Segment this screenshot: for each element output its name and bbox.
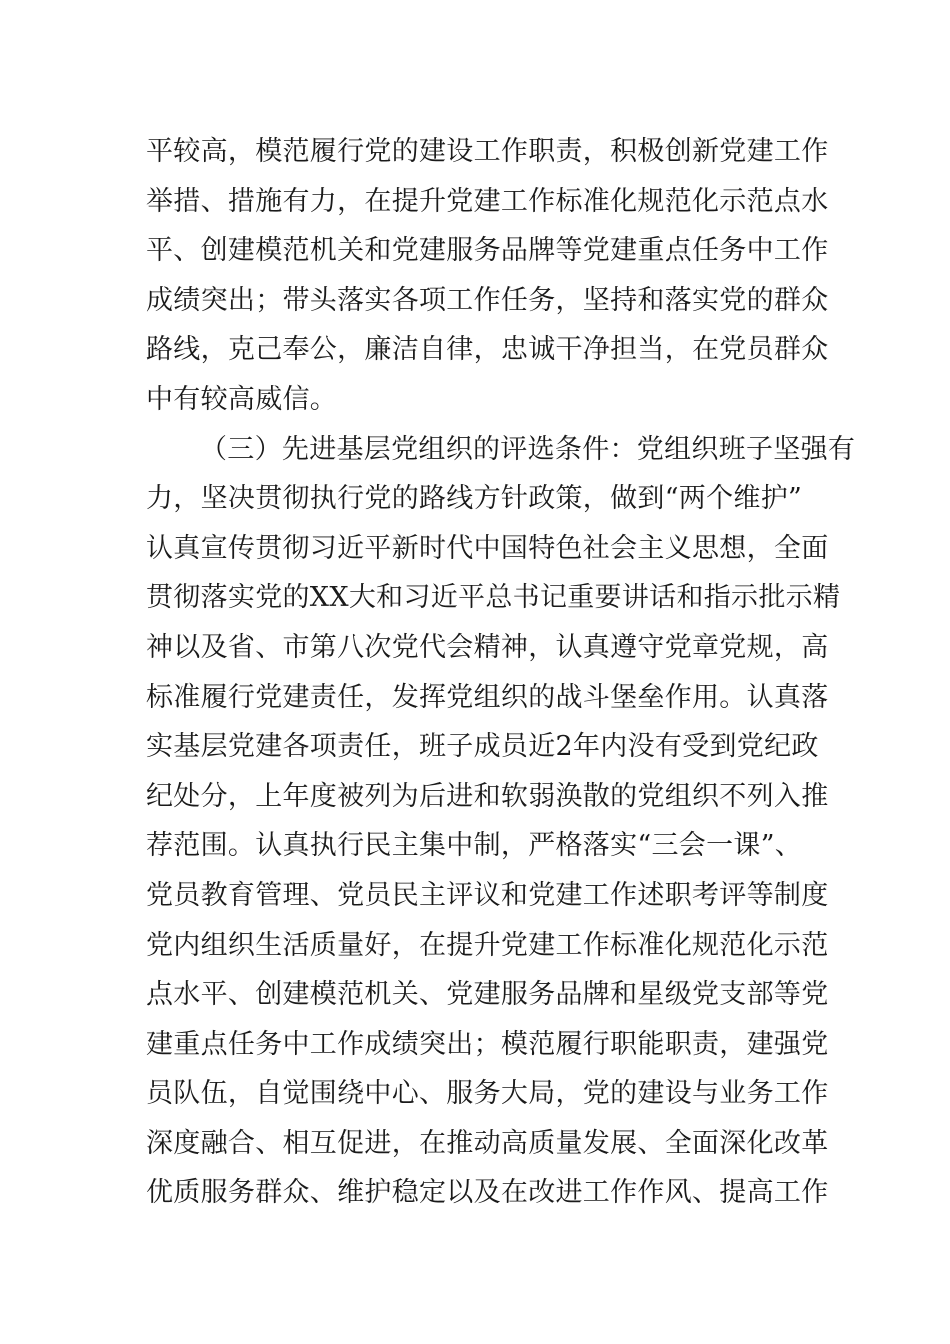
text-line: 优质服务群众、维护稳定以及在改进工作作风、提高工作 [146,1177,829,1209]
text-line: 深度融合、相互促进，在推动高质量发展、全面深化改革 [146,1127,829,1159]
text-line: 路线，克己奉公，廉洁自律，忠诚干净担当，在党员群众 [146,334,829,366]
text-line: 中有较高威信。 [146,383,338,415]
text-line: 荐范围。认真执行民主集中制，严格落实“三会一课”、 [146,830,803,862]
text-line: 力，坚决贯彻执行党的路线方针政策，做到“两个维护” [146,483,803,515]
text-line: 员队伍，自觉围绕中心、服务大局，党的建设与业务工作 [146,1078,829,1110]
text-line: 神以及省、市第八次党代会精神，认真遵守党章党规，高 [146,631,829,663]
text-line: 平较高，模范履行党的建设工作职责，积极创新党建工作 [146,136,829,167]
text-line: 认真宣传贯彻习近平新时代中国特色社会主义思想，全面 [146,532,829,564]
text-line: 平、创建模范机关和党建服务品牌等党建重点任务中工作 [146,235,829,267]
text-line: 举措、措施有力，在提升党建工作标准化规范化示范点水 [146,185,829,217]
text-line: 贯彻落实党的XX大和习近平总书记重要讲话和指示批示精 [146,582,841,614]
paragraph-first-line: （三）先进基层党组织的评选条件：党组织班子坚强有 [200,433,856,465]
text-line: 标准履行党建责任，发挥党组织的战斗堡垒作用。认真落 [146,681,829,713]
text-line: 成绩突出；带头落实各项工作任务，坚持和落实党的群众 [146,284,829,316]
text-line: 建重点任务中工作成绩突出；模范履行职能职责，建强党 [146,1028,829,1060]
body-text [146,127,856,1218]
text-line: 实基层党建各项责任，班子成员近2年内没有受到党纪政 [146,731,819,763]
text-line: 纪处分，上年度被列为后进和软弱涣散的党组织不列入推 [146,780,829,812]
text-line: 点水平、创建模范机关、党建服务品牌和星级党支部等党 [146,979,829,1011]
text-line: 党内组织生活质量好，在提升党建工作标准化规范化示范 [146,929,829,961]
text-line: 党员教育管理、党员民主评议和党建工作述职考评等制度 [146,879,829,911]
